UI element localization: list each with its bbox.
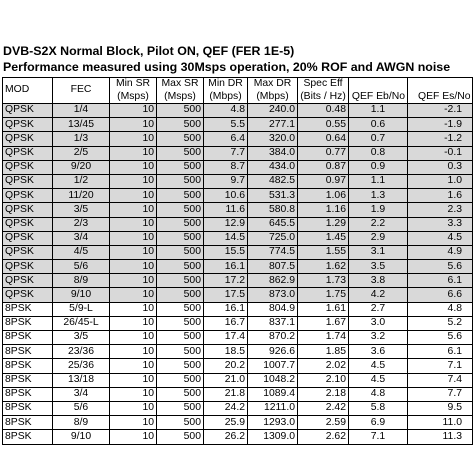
table-cell: 10 [110,345,157,359]
table-cell: 873.0 [248,288,298,302]
table-cell: QPSK [3,132,53,146]
table-cell: 8PSK [3,302,53,316]
table-cell: 2/3 [53,217,110,231]
performance-table [2,77,473,445]
table-cell: 16.1 [204,302,248,316]
table-cell: 500 [157,217,204,231]
table-cell: 16.7 [204,316,248,330]
table-cell: 4.2 [349,288,408,302]
table-cell: 17.5 [204,288,248,302]
table-row [3,274,473,288]
table-row [3,146,473,160]
table-cell: 0.9 [349,160,408,174]
table-row [3,174,473,188]
table-cell: 10 [110,118,157,132]
table-cell: 1089.4 [248,387,298,401]
table-cell: 3.8 [349,274,408,288]
table-cell: 8PSK [3,345,53,359]
table-cell: QPSK [3,104,53,118]
table-cell: 1.73 [298,274,349,288]
table-cell: QPSK [3,174,53,188]
table-cell: 6.1 [408,345,473,359]
table-cell: 3/4 [53,387,110,401]
table-row [3,316,473,330]
header-row [3,78,473,104]
table-cell: 2.10 [298,373,349,387]
table-cell: 807.5 [248,260,298,274]
column-header [53,78,110,104]
table-cell: 10 [110,416,157,430]
table-cell: 1.61 [298,302,349,316]
table-cell: QPSK [3,160,53,174]
table-row [3,430,473,444]
title-block [2,43,472,75]
column-header [110,78,157,104]
table-cell: 531.3 [248,189,298,203]
table-row [3,331,473,345]
table-cell: 14.5 [204,231,248,245]
column-header-unit: (Mbps) [256,90,289,102]
document-title: DVB-S2X Normal Block, Pilot ON, QEF (FER 1E-5) [3,44,295,58]
table-cell: 3.2 [349,331,408,345]
table-cell: 277.1 [248,118,298,132]
column-header-label: QEF Eb/No [351,90,405,102]
table-cell: 500 [157,231,204,245]
table-cell: 6.4 [204,132,248,146]
table-cell: 1293.0 [248,416,298,430]
table-cell: 500 [157,302,204,316]
table-cell: 0.77 [298,146,349,160]
table-cell: 2.2 [349,217,408,231]
column-header [3,78,53,104]
table-cell: 500 [157,104,204,118]
table-cell: 1.62 [298,260,349,274]
table-cell: 10 [110,401,157,415]
table-cell: QPSK [3,189,53,203]
column-header-label: Max SR [161,78,199,90]
table-cell: 500 [157,174,204,188]
table-cell: 10 [110,430,157,444]
table-cell: 10 [110,160,157,174]
table-cell: 10 [110,274,157,288]
table-cell: 11.0 [408,416,473,430]
table-cell: 1.16 [298,203,349,217]
table-cell: 5/9-L [53,302,110,316]
table-cell: 870.2 [248,331,298,345]
table-cell: -2.1 [408,104,473,118]
table-cell: 482.5 [248,174,298,188]
table-cell: -1.9 [408,118,473,132]
table-cell: 17.2 [204,274,248,288]
table-cell: 1.75 [298,288,349,302]
table-cell: 16.1 [204,260,248,274]
table-cell: 8PSK [3,359,53,373]
table-cell: 0.48 [298,104,349,118]
table-cell: 500 [157,316,204,330]
table-cell: 500 [157,203,204,217]
table-cell: 1048.2 [248,373,298,387]
table-cell: 500 [157,146,204,160]
table-cell: 3/4 [53,231,110,245]
table-cell: 10 [110,331,157,345]
table-cell: 3.3 [408,217,473,231]
table-cell: 0.87 [298,160,349,174]
table-cell: 0.8 [349,146,408,160]
table-cell: 15.5 [204,245,248,259]
table-cell: 17.4 [204,331,248,345]
table-cell: 0.64 [298,132,349,146]
table-row [3,104,473,118]
table-cell: QPSK [3,217,53,231]
table-body [3,104,473,445]
table-cell: 11.3 [408,430,473,444]
table-cell: 8PSK [3,387,53,401]
table-cell: 21.0 [204,373,248,387]
column-header [349,78,408,104]
document-subtitle: Performance measured using 30Msps operation, 20% ROF and AWGN noise [3,60,451,74]
table-cell: 5.2 [408,316,473,330]
table-cell: 13/18 [53,373,110,387]
table-cell: 10 [110,359,157,373]
table-cell: 7.4 [408,373,473,387]
table-cell: 3/5 [53,331,110,345]
table-row [3,231,473,245]
table-cell: 5.5 [204,118,248,132]
table-cell: 2.7 [349,302,408,316]
table-cell: 10 [110,288,157,302]
table-cell: 9/10 [53,430,110,444]
table-cell: -1.2 [408,132,473,146]
table-cell: 500 [157,132,204,146]
table-cell: 9/20 [53,160,110,174]
table-cell: QPSK [3,274,53,288]
table-cell: 3.0 [349,316,408,330]
column-header [298,78,349,104]
table-cell: QPSK [3,245,53,259]
table-cell: 926.6 [248,345,298,359]
table-cell: QPSK [3,231,53,245]
table-cell: 1.85 [298,345,349,359]
table-cell: 3.5 [349,260,408,274]
table-cell: 1.0 [408,174,473,188]
table-cell: 3/5 [53,203,110,217]
table-cell: 1.55 [298,245,349,259]
table-cell: 4.5 [349,359,408,373]
table-cell: 500 [157,373,204,387]
table-cell: 500 [157,331,204,345]
table-cell: 4.8 [204,104,248,118]
table-cell: -0.1 [408,146,473,160]
table-cell: 2.18 [298,387,349,401]
table-cell: 5.6 [408,260,473,274]
table-cell: 2/5 [53,146,110,160]
table-cell: 12.9 [204,217,248,231]
table-cell: 2.9 [349,231,408,245]
table-cell: 5/6 [53,401,110,415]
table-cell: 0.55 [298,118,349,132]
table-cell: 2.3 [408,203,473,217]
table-cell: 10 [110,104,157,118]
table-cell: 1.29 [298,217,349,231]
table-cell: 1/3 [53,132,110,146]
table-cell: 5/6 [53,260,110,274]
table-cell: 1.1 [349,174,408,188]
table-row [3,132,473,146]
table-cell: 10 [110,387,157,401]
table-cell: 7.7 [408,387,473,401]
column-header-label: Min SR [115,78,151,90]
table-cell: 4/5 [53,245,110,259]
table-row [3,288,473,302]
table-cell: 862.9 [248,274,298,288]
table-cell: 3.1 [349,245,408,259]
table-cell: 2.62 [298,430,349,444]
column-header-label: MOD [5,84,30,96]
column-header-label: FEC [70,84,92,96]
table-cell: 7.1 [349,430,408,444]
table-cell: 10 [110,146,157,160]
table-cell: 6.9 [349,416,408,430]
table-cell: 320.0 [248,132,298,146]
table-cell: 1007.7 [248,359,298,373]
table-row [3,416,473,430]
column-header [204,78,248,104]
table-cell: 10 [110,203,157,217]
column-header [408,78,473,104]
table-row [3,245,473,259]
column-header-label: QEF Es/No [418,90,471,102]
table-row [3,260,473,274]
table-cell: 1.74 [298,331,349,345]
table-cell: 8PSK [3,316,53,330]
table-cell: 1.45 [298,231,349,245]
table-row [3,217,473,231]
document [2,43,472,445]
table-cell: QPSK [3,203,53,217]
table-cell: 10 [110,316,157,330]
table-cell: 1309.0 [248,430,298,444]
table-cell: 10 [110,217,157,231]
table-cell: 500 [157,245,204,259]
table-cell: 10 [110,373,157,387]
table-cell: 20.2 [204,359,248,373]
column-header [248,78,298,104]
table-cell: 4.5 [408,231,473,245]
table-cell: 500 [157,260,204,274]
table-cell: 24.2 [204,401,248,415]
table-cell: QPSK [3,146,53,160]
table-cell: 8/9 [53,416,110,430]
table-cell: 10 [110,245,157,259]
table-cell: 10 [110,174,157,188]
table-cell: 500 [157,359,204,373]
table-cell: 21.8 [204,387,248,401]
table-cell: 9/10 [53,288,110,302]
table-cell: 10 [110,302,157,316]
table-cell: 500 [157,430,204,444]
table-cell: 13/45 [53,118,110,132]
table-cell: QPSK [3,288,53,302]
table-cell: 11/20 [53,189,110,203]
table-cell: 9.7 [204,174,248,188]
table-cell: 1211.0 [248,401,298,415]
table-cell: 4.5 [349,373,408,387]
table-cell: 7.7 [204,146,248,160]
column-header-unit: (Msps) [164,90,196,102]
table-cell: 384.0 [248,146,298,160]
table-cell: 804.9 [248,302,298,316]
table-cell: 1.3 [349,189,408,203]
table-row [3,203,473,217]
table-cell: 7.1 [408,359,473,373]
table-cell: 500 [157,274,204,288]
table-cell: 6.6 [408,288,473,302]
table-cell: 4.9 [408,245,473,259]
table-row [3,118,473,132]
table-cell: 11.6 [204,203,248,217]
column-header-label: Spec Eff [303,78,343,90]
table-cell: 2.59 [298,416,349,430]
table-cell: 500 [157,189,204,203]
table-cell: 10 [110,189,157,203]
table-cell: 5.6 [408,331,473,345]
table-cell: 500 [157,401,204,415]
table-cell: 1/2 [53,174,110,188]
table-cell: 25.9 [204,416,248,430]
table-cell: 500 [157,387,204,401]
table-cell: 0.7 [349,132,408,146]
table-cell: 5.8 [349,401,408,415]
table-cell: 2.42 [298,401,349,415]
table-cell: 8PSK [3,373,53,387]
table-row [3,373,473,387]
column-header-unit: (Msps) [117,90,149,102]
table-row [3,345,473,359]
table-row [3,359,473,373]
table-cell: 3.6 [349,345,408,359]
table-cell: 4.8 [349,387,408,401]
column-header-label: Max DR [253,78,292,90]
table-cell: 18.5 [204,345,248,359]
table-cell: 4.8 [408,302,473,316]
table-cell: 1/4 [53,104,110,118]
table-header [3,78,473,104]
table-cell: 9.5 [408,401,473,415]
table-row [3,302,473,316]
table-cell: 23/36 [53,345,110,359]
column-header-unit: (Bits / Hz) [300,90,346,102]
table-cell: QPSK [3,118,53,132]
table-cell: 1.06 [298,189,349,203]
table-cell: 26.2 [204,430,248,444]
table-cell: 10.6 [204,189,248,203]
column-header-unit: (Mbps) [209,90,242,102]
table-cell: 8.7 [204,160,248,174]
table-cell: 26/45-L [53,316,110,330]
table-cell: 0.6 [349,118,408,132]
table-row [3,387,473,401]
table-cell: 8/9 [53,274,110,288]
table-cell: 500 [157,160,204,174]
column-header [157,78,204,104]
table-cell: 1.67 [298,316,349,330]
table-cell: 434.0 [248,160,298,174]
table-cell: 10 [110,260,157,274]
table-cell: 2.02 [298,359,349,373]
table-cell: QPSK [3,260,53,274]
table-cell: 10 [110,132,157,146]
table-cell: 240.0 [248,104,298,118]
table-row [3,189,473,203]
table-cell: 1.6 [408,189,473,203]
table-cell: 725.0 [248,231,298,245]
table-cell: 500 [157,345,204,359]
table-cell: 8PSK [3,416,53,430]
column-header-label: Min DR [208,78,243,90]
table-cell: 25/36 [53,359,110,373]
table-cell: 8PSK [3,430,53,444]
table-cell: 6.1 [408,274,473,288]
table-cell: 500 [157,118,204,132]
table-cell: 774.5 [248,245,298,259]
table-cell: 500 [157,416,204,430]
table-cell: 500 [157,288,204,302]
table-cell: 8PSK [3,401,53,415]
table-cell: 0.97 [298,174,349,188]
table-cell: 1.9 [349,203,408,217]
table-cell: 837.1 [248,316,298,330]
table-cell: 8PSK [3,331,53,345]
table-row [3,160,473,174]
table-cell: 0.3 [408,160,473,174]
table-cell: 1.1 [349,104,408,118]
table-cell: 645.5 [248,217,298,231]
table-cell: 580.8 [248,203,298,217]
table-cell: 10 [110,231,157,245]
table-row [3,401,473,415]
